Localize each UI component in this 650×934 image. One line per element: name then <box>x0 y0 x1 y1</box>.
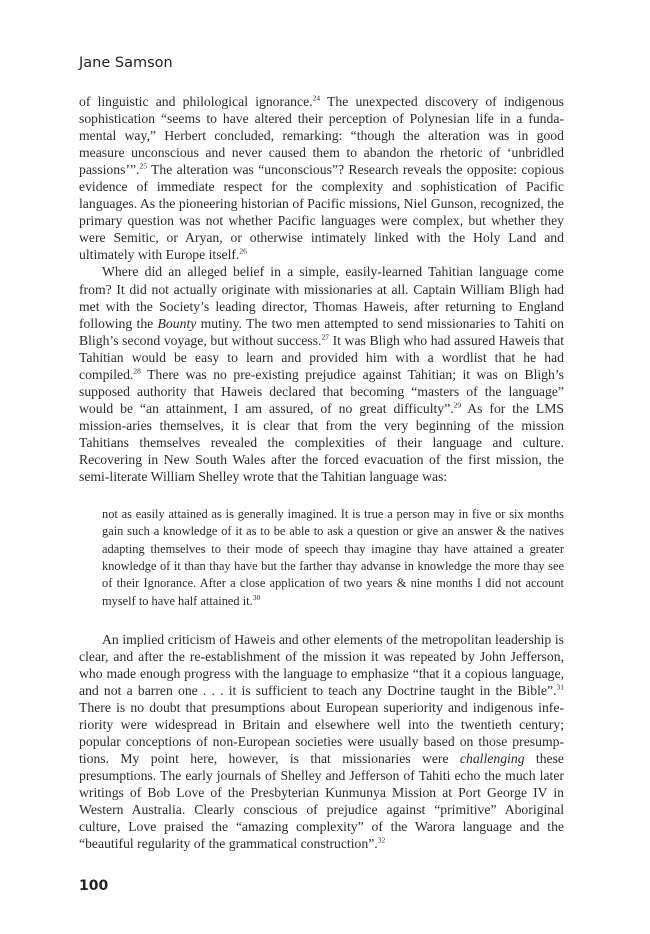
paragraph-text: As for the LMS mission-aries themselves, it is clear that from the very beginning of the mission Tahitians themselves revealed the complexities of their language and culture. Recovering in New South Wales after the forced evacuation of the first mission, the semi-literate William Shelley wrote that the Tahitian language was: <box>79 400 565 485</box>
quote-paragraph <box>102 506 564 610</box>
paragraph-1 <box>79 93 564 263</box>
paragraph-text: There is no doubt that presumptions about European superiority and indigenous infe-riority were widespread in Britain and elsewhere well into the twentieth century; popular conceptions of non-European societies were usually based on those presump-tions. My point here, however, is that missionaries were <box>79 700 564 767</box>
footnote-ref: 24 <box>312 93 321 103</box>
footnote-ref: 25 <box>139 161 147 171</box>
footnote-ref: 27 <box>321 332 329 342</box>
footnote-ref: 30 <box>252 592 261 602</box>
quote-text: not as easily attained as is generally imagined. It is true a person may in five or six months gain such a knowledge of it as to be able to ask a question or give an answer & the natives adapting themselves to their mode of speech thay imagine thay have attained a greater knowledge of it than thay have but the farther thay advanse in knowledge the more thay see of their Ignorance. After a close application of two years & nine months I did not account myself to have half attained it. <box>102 507 564 608</box>
block-quote <box>102 506 564 610</box>
paragraph-text: these presumptions. The early journals of Shelley and Jefferson of Tahiti echo the much later writings of Bob Love of the Presbyterian Kunmunya Mission at Port George IV in Western Australia. Clearly conscious of prejudice against “primitive” Aboriginal culture, Love praised the “amazing complexity” of the Warora language and the “beautiful regularity of the grammatical construction”. <box>79 751 565 852</box>
footnote-ref: 29 <box>453 400 462 410</box>
footnote-ref: 26 <box>239 246 247 256</box>
paragraph-text: There was no pre-existing prejudice against Tahitian; it was on Bligh’s supposed authority that Haweis declared that becoming “masters of the language” would be “an attainment, I am assured, of no great difficulty”. <box>79 366 564 416</box>
paragraph-text: It was Bligh who had assured Haweis that Tahitian would be easy to learn and provided him with a wordlist that he had compiled. <box>79 332 564 382</box>
main-text <box>79 93 564 852</box>
footnote-ref: 32 <box>377 835 386 845</box>
running-header-author: Jane Samson <box>79 55 173 71</box>
page-number: 100 <box>79 878 109 894</box>
footnote-ref: 28 <box>133 366 141 376</box>
emphasis-italic: challenging <box>459 751 525 767</box>
paragraph-text: The alteration was “unconscious”? Research reveals the opposite: copious evidence of immediate respect for the complexity and sophistication of Pacific languages. As the pioneering historian of Pacific missions, Niel Gunson, recognized, the primary question was not whether Pacific languages were complex, but whether they were Semitic, or Aryan, or otherwise intimately linked with the Holy Land and ultimately with Europe itself. <box>79 162 564 263</box>
paragraph-text: of linguistic and philological ignorance. <box>79 94 313 109</box>
paragraph-text: The unexpected discovery of indigenous sophistication “seems to have altered their perception of Polynesian life in a funda-mental way,” Herbert concluded, remarking: “though the alteration was in good measure unconscious and never caused them to abandon the rhetoric of ‘unbridled passions’”. <box>79 94 564 178</box>
footnote-ref: 31 <box>556 682 564 692</box>
paragraph-text: mutiny. The two men attempted to send missionaries to Tahiti on Bligh’s second voyage, but without success. <box>79 315 564 348</box>
paragraph-2 <box>79 263 564 485</box>
paragraph-text: An implied criticism of Haweis and other elements of the metropolitan leadership is clear, and after the re-establishment of the mission it was repeated by John Jefferson, who made enough progress with the language to emphasize “that it a copious language, and not a barren one . . . it is sufficient to teach any Doctrine taught in the Bible”. <box>79 631 564 698</box>
ship-name-italic: Bounty <box>157 315 197 331</box>
paragraph-3 <box>79 631 564 853</box>
paragraph-text: Where did an alleged belief in a simple, easily-learned Tahitian language come from? It did not actually originate with missionaries at all. Captain William Bligh had met with the Society’s leading director, Thomas Haweis, after returning to England following the <box>79 264 564 331</box>
